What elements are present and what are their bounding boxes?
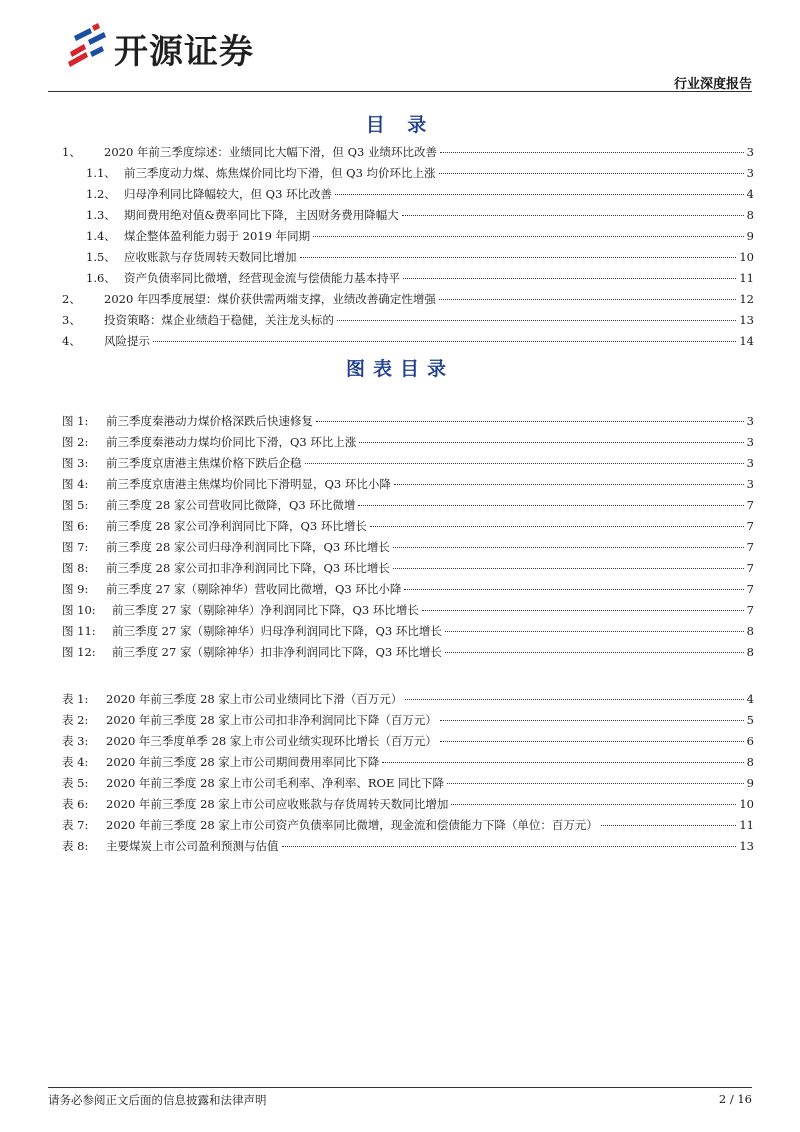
figure-number: 图 10: [62, 603, 96, 617]
page-header [0, 0, 800, 92]
toc-item-title: 2020 年前三季度综述：业绩同比大幅下滑，但 Q3 业绩环比改善 [104, 145, 437, 159]
toc-item-page: 9 [746, 229, 754, 243]
figure-item[interactable] [62, 600, 754, 621]
figures-title: 图表目录 [345, 358, 454, 380]
leader-dots [370, 526, 744, 527]
toc-item[interactable] [62, 331, 754, 352]
leader-dots [402, 215, 744, 216]
table-item[interactable] [62, 794, 754, 815]
toc-item-number: 4、 [62, 334, 81, 348]
leader-dots [305, 463, 744, 464]
toc-item-page: 14 [739, 334, 754, 348]
figure-number: 图 2: [62, 435, 89, 449]
leader-dots [394, 484, 744, 485]
toc-item-number: 1.3、 [86, 208, 116, 222]
figure-item[interactable] [62, 537, 754, 558]
table-number: 表 2: [62, 713, 89, 727]
leader-dots [440, 741, 744, 742]
figure-number: 图 3: [62, 456, 89, 470]
table-item[interactable] [62, 752, 754, 773]
header-divider [48, 91, 752, 92]
figure-title: 前三季度 27 家（剔除神华）扣非净利润同比下降，Q3 环比增长 [112, 645, 442, 659]
toc-item-title: 期间费用绝对值&费率同比下降，主因财务费用降幅大 [124, 208, 399, 222]
leader-dots [282, 846, 737, 847]
figure-page: 3 [746, 414, 754, 428]
toc-list [62, 142, 754, 352]
leader-dots [393, 547, 744, 548]
toc-item-number: 1.1、 [86, 166, 116, 180]
toc-title: 目 录 [365, 114, 435, 136]
leader-dots [359, 442, 743, 443]
toc-item-title: 前三季度动力煤、炼焦煤价同比均下滑，但 Q3 均价环比上涨 [124, 166, 436, 180]
footer-divider [48, 1087, 752, 1088]
toc-item-number: 3、 [62, 313, 81, 327]
table-item[interactable] [62, 689, 754, 710]
table-page: 9 [746, 776, 754, 790]
figure-title: 前三季度 27 家（剔除神华）营收同比微增，Q3 环比小降 [106, 582, 402, 596]
toc-item-page: 3 [746, 166, 754, 180]
toc-item-page: 8 [746, 208, 754, 222]
leader-dots [445, 652, 744, 653]
toc-item-page: 10 [739, 250, 754, 264]
table-page: 5 [746, 713, 754, 727]
figure-item[interactable] [62, 495, 754, 516]
table-number: 表 4: [62, 755, 89, 769]
leader-dots [316, 421, 744, 422]
toc-item-number: 2、 [62, 292, 81, 306]
toc-item[interactable] [62, 310, 754, 331]
company-logo [64, 22, 324, 72]
leader-dots [440, 152, 744, 153]
leader-dots [313, 236, 744, 237]
toc-item-page: 11 [739, 271, 754, 285]
figure-title: 前三季度京唐港主焦煤价格下跌后企稳 [106, 456, 302, 470]
figure-number: 图 4: [62, 477, 89, 491]
figure-page: 8 [746, 624, 754, 638]
leader-dots [300, 257, 737, 258]
table-number: 表 5: [62, 776, 89, 790]
toc-item[interactable] [62, 163, 754, 184]
figure-list [62, 411, 754, 663]
toc-item-title: 归母净利同比降幅较大，但 Q3 环比改善 [124, 187, 333, 201]
leader-dots [439, 299, 736, 300]
figure-item[interactable] [62, 432, 754, 453]
toc-item-title: 煤企整体盈利能力弱于 2019 年同期 [124, 229, 311, 243]
figure-page: 7 [746, 561, 754, 575]
table-number: 表 8: [62, 839, 89, 853]
figure-page: 7 [746, 582, 754, 596]
figure-page: 7 [746, 519, 754, 533]
leader-dots [404, 589, 743, 590]
table-page: 4 [746, 692, 754, 706]
table-title: 2020 年前三季度 28 家上市公司资产负债率同比微增，现金流和偿债能力下降（单位：百万元） [106, 818, 598, 832]
figure-title: 前三季度 28 家公司净利润同比下降，Q3 环比增长 [106, 519, 367, 533]
leader-dots [439, 173, 744, 174]
table-page: 8 [746, 755, 754, 769]
figure-item[interactable] [62, 516, 754, 537]
table-title: 2020 年前三季度 28 家上市公司应收账款与存货周转天数同比增加 [106, 797, 449, 811]
toc-item[interactable] [62, 268, 754, 289]
leader-dots [451, 804, 736, 805]
figure-number: 图 5: [62, 498, 89, 512]
figure-page: 3 [746, 456, 754, 470]
leader-dots [382, 762, 743, 763]
figure-page: 3 [746, 477, 754, 491]
figure-title: 前三季度 28 家公司归母净利润同比下降，Q3 环比增长 [106, 540, 390, 554]
figure-item[interactable] [62, 642, 754, 663]
figure-title: 前三季度 28 家公司营收同比微降，Q3 环比微增 [106, 498, 356, 512]
toc-item[interactable] [62, 205, 754, 226]
table-title: 2020 年前三季度 28 家上市公司扣非净利润同比下降（百万元） [106, 713, 437, 727]
toc-item[interactable] [62, 289, 754, 310]
toc-item-page: 4 [746, 187, 754, 201]
toc-item-page: 3 [746, 145, 754, 159]
table-title: 主要煤炭上市公司盈利预测与估值 [106, 839, 279, 853]
table-item[interactable] [62, 773, 754, 794]
figure-item[interactable] [62, 621, 754, 642]
figure-page: 7 [746, 498, 754, 512]
toc-item-title: 投资策略：煤企业绩趋于稳健，关注龙头标的 [104, 313, 334, 327]
toc-item-page: 13 [739, 313, 754, 327]
leader-dots [422, 610, 744, 611]
toc-item[interactable] [62, 247, 754, 268]
figure-item[interactable] [62, 579, 754, 600]
leader-dots [337, 320, 736, 321]
figure-number: 图 1: [62, 414, 89, 428]
toc-item[interactable] [62, 142, 754, 163]
figure-title: 前三季度 27 家（剔除神华）归母净利润同比下降，Q3 环比增长 [112, 624, 442, 638]
table-number: 表 3: [62, 734, 89, 748]
toc-item-number: 1、 [62, 145, 81, 159]
toc-item-number: 1.5、 [86, 250, 116, 264]
figure-item[interactable] [62, 453, 754, 474]
figure-title: 前三季度 27 家（剔除神华）净利润同比下降，Q3 环比增长 [112, 603, 419, 617]
figure-title: 前三季度秦港动力煤均价同比下滑，Q3 环比上涨 [106, 435, 357, 449]
leader-dots [440, 720, 744, 721]
table-item[interactable] [62, 836, 754, 857]
figure-page: 3 [746, 435, 754, 449]
report-type-label: 行业深度报告 [673, 77, 752, 92]
figure-title: 前三季度 28 家公司扣非净利润同比下降，Q3 环比增长 [106, 561, 390, 575]
table-list [62, 689, 754, 857]
figure-number: 图 6: [62, 519, 89, 533]
figure-title: 前三季度京唐港主焦煤均价同比下滑明显，Q3 环比小降 [106, 477, 391, 491]
toc-item-title: 2020 年四季度展望：煤价获供需两端支撑，业绩改善确定性增强 [104, 292, 436, 306]
table-page: 10 [739, 797, 754, 811]
leader-dots [445, 631, 744, 632]
toc-item-title: 风险提示 [104, 334, 150, 348]
toc-item-number: 1.6、 [86, 271, 116, 285]
table-item[interactable] [62, 710, 754, 731]
table-number: 表 6: [62, 797, 89, 811]
figure-page: 8 [746, 645, 754, 659]
footer-disclaimer: 请务必参阅正文后面的信息披露和法律声明 [48, 1093, 267, 1107]
toc-item[interactable] [62, 184, 754, 205]
table-item[interactable] [62, 815, 754, 836]
page-indicator: 2 / 16 [718, 1092, 752, 1106]
leader-dots [153, 341, 736, 342]
logo-mark-icon [64, 22, 108, 68]
figure-number: 图 8: [62, 561, 89, 575]
table-page: 13 [739, 839, 754, 853]
table-page: 6 [746, 734, 754, 748]
figure-item[interactable] [62, 411, 754, 432]
toc-item-title: 资产负债率同比微增，经营现金流与偿债能力基本持平 [124, 271, 400, 285]
toc-item-title: 应收账款与存货周转天数同比增加 [124, 250, 297, 264]
toc-item-number: 1.4、 [86, 229, 116, 243]
table-item[interactable] [62, 731, 754, 752]
logo-text: 开源证券 [114, 32, 254, 72]
table-page: 11 [739, 818, 754, 832]
figure-title: 前三季度秦港动力煤价格深跌后快速修复 [106, 414, 313, 428]
leader-dots [601, 825, 736, 826]
figure-page: 7 [746, 540, 754, 554]
table-number: 表 1: [62, 692, 89, 706]
table-title: 2020 年前三季度 28 家上市公司毛利率、净利率、ROE 同比下降 [106, 776, 445, 790]
figure-item[interactable] [62, 474, 754, 495]
toc-item-number: 1.2、 [86, 187, 116, 201]
figure-item[interactable] [62, 558, 754, 579]
table-title: 2020 年前三季度 28 家上市公司业绩同比下滑（百万元） [106, 692, 403, 706]
leader-dots [447, 783, 744, 784]
leader-dots [403, 278, 736, 279]
figure-number: 图 11: [62, 624, 96, 638]
leader-dots [335, 194, 744, 195]
table-title: 2020 年前三季度 28 家上市公司期间费用率同比下降 [106, 755, 380, 769]
figure-number: 图 12: [62, 645, 96, 659]
table-number: 表 7: [62, 818, 89, 832]
leader-dots [405, 699, 743, 700]
figure-number: 图 9: [62, 582, 89, 596]
figure-number: 图 7: [62, 540, 89, 554]
toc-item-page: 12 [739, 292, 754, 306]
leader-dots [393, 568, 744, 569]
figure-page: 7 [746, 603, 754, 617]
leader-dots [358, 505, 743, 506]
toc-item[interactable] [62, 226, 754, 247]
table-title: 2020 年三季度单季 28 家上市公司业绩实现环比增长（百万元） [106, 734, 437, 748]
